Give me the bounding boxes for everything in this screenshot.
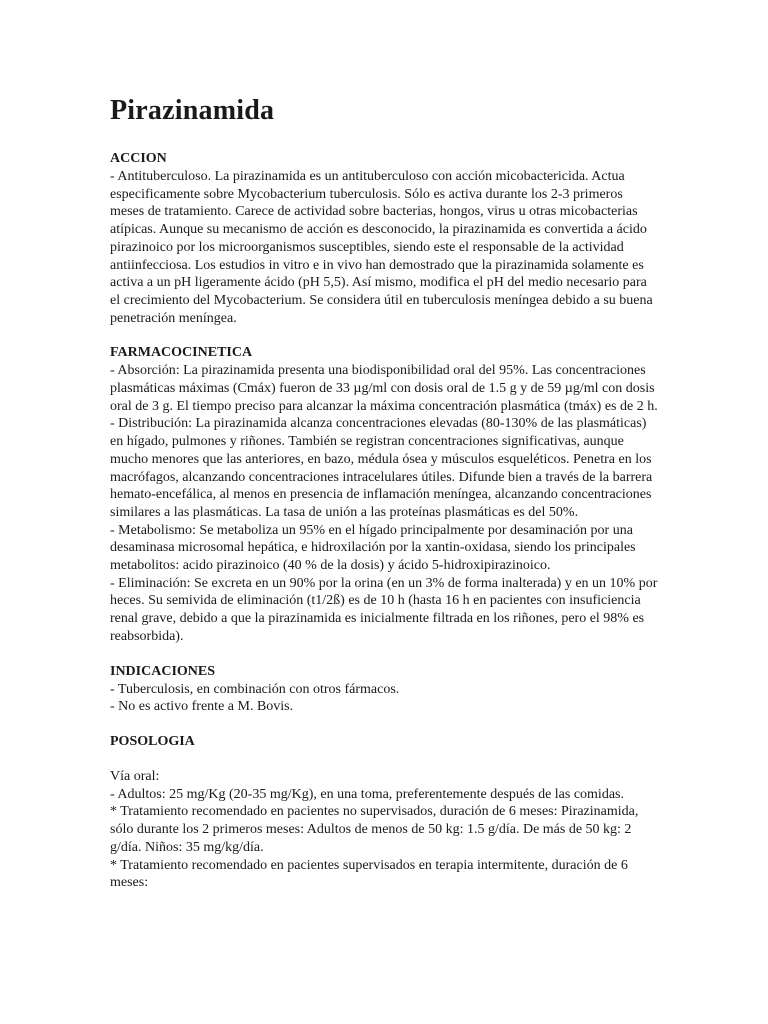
section-paragraph: * Tratamiento recomendado en pacientes supervisados en terapia intermitente, duración de 6 meses: bbox=[110, 857, 632, 891]
spacer bbox=[110, 751, 658, 768]
section-paragraph: * Tratamiento recomendado en pacientes no supervisados, duración de 6 meses: Pirazinamida, sólo durante los 2 primeros meses: Adultos de menos de 50 kg: 1.5 g/día. De más de 50 kg: 2 g/día. Niños: 35 mg/kg/día. bbox=[110, 804, 642, 855]
section-paragraph: - Distribución: La pirazinamida alcanza concentraciones elevadas (80-130% de las plasmáticas) en hígado, pulmones y riñones. También se registran concentraciones significativas, aunque mucho menores que las anteriores, en bazo, médula ósea y músculos esqueléticos. Penetra en los macrófagos, alcanzando concentraciones intracelulares útiles. Difunde bien a través de la barrera hemato-encefálica, al menos en presencia de inflamación meníngea, alcanzando concentraciones similares a las plasmáticas. La tasa de unión a las proteínas plasmáticas es del 50%. bbox=[110, 416, 656, 520]
section-paragraph: - Adultos: 25 mg/Kg (20-35 mg/Kg), en una toma, preferentemente después de las comidas. bbox=[110, 786, 624, 802]
section-paragraph: - Eliminación: Se excreta en un 90% por la orina (en un 3% de forma inalterada) y en un 10% por heces. Su semivida de eliminación (t1/2ß) es de 10 h (hasta 16 h en pacientes con insuficiencia renal grave, debido a que la pirazinamida es inicialmente filtrada en los riñones, pero el 98% es reabsorbida). bbox=[110, 575, 661, 644]
section-posologia bbox=[110, 733, 658, 892]
section-paragraph: - Tuberculosis, en combinación con otros fármacos. bbox=[110, 681, 400, 697]
section-heading: POSOLOGIA bbox=[110, 733, 195, 749]
section-heading: INDICACIONES bbox=[110, 663, 216, 679]
section-indicaciones bbox=[110, 663, 658, 716]
document-page bbox=[110, 92, 661, 909]
section-paragraph: - Antituberculoso. La pirazinamida es un antituberculoso con acción micobactericida. Actua especificamente sobre Mycobacterium tuberculosis. Sólo es activa durante los 2-3 primeros meses de tratamiento. Carece de actividad sobre bacterias, hongos, virus u otras micobacterias atípicas. Aunque su mecanismo de acción es desconocido, la pirazinamida es convertida a ácido pirazinoico por los microorganismos susceptibles, siendo este el responsable de la actividad antiinfecciosa. Los estudios in vitro e in vivo han demostrado que la pirazinamida solamente es activa a un pH ligeramente ácido (pH 5,5). Así mismo, modifica el pH del medio necesario para el crecimiento del Mycobacterium. Se considera útil en tuberculosis meníngea debido a su buena penetración meníngea. bbox=[110, 169, 657, 326]
section-paragraph: Vía oral: bbox=[110, 768, 160, 784]
section-farmacocinetica bbox=[110, 344, 661, 645]
section-accion bbox=[110, 150, 658, 327]
document-title: Pirazinamida bbox=[110, 95, 275, 126]
section-paragraph: - Absorción: La pirazinamida presenta una biodisponibilidad oral del 95%. Las concentraciones plasmáticas máximas (Cmáx) fueron de 33 µg/ml con dosis oral de 1.5 g y de 59 µg/ml con dosis oral de 3 g. El tiempo preciso para alcanzar la máxima concentración plasmática (tmáx) es de 2 h. bbox=[110, 363, 659, 414]
section-heading: ACCION bbox=[110, 151, 167, 166]
section-heading: FARMACOCINETICA bbox=[110, 345, 253, 361]
section-paragraph: - Metabolismo: Se metaboliza un 95% en el hígado principalmente por desaminación por una desaminasa microsomal hepática, e hidroxilación por la xantin-oxidasa, siendo los principales metabolitos: acido pirazinoico (40 % de la dosis) y ácido 5-hidroxipirazinoico. bbox=[110, 522, 640, 574]
section-paragraph: - No es activo frente a M. Bovis. bbox=[110, 699, 294, 715]
